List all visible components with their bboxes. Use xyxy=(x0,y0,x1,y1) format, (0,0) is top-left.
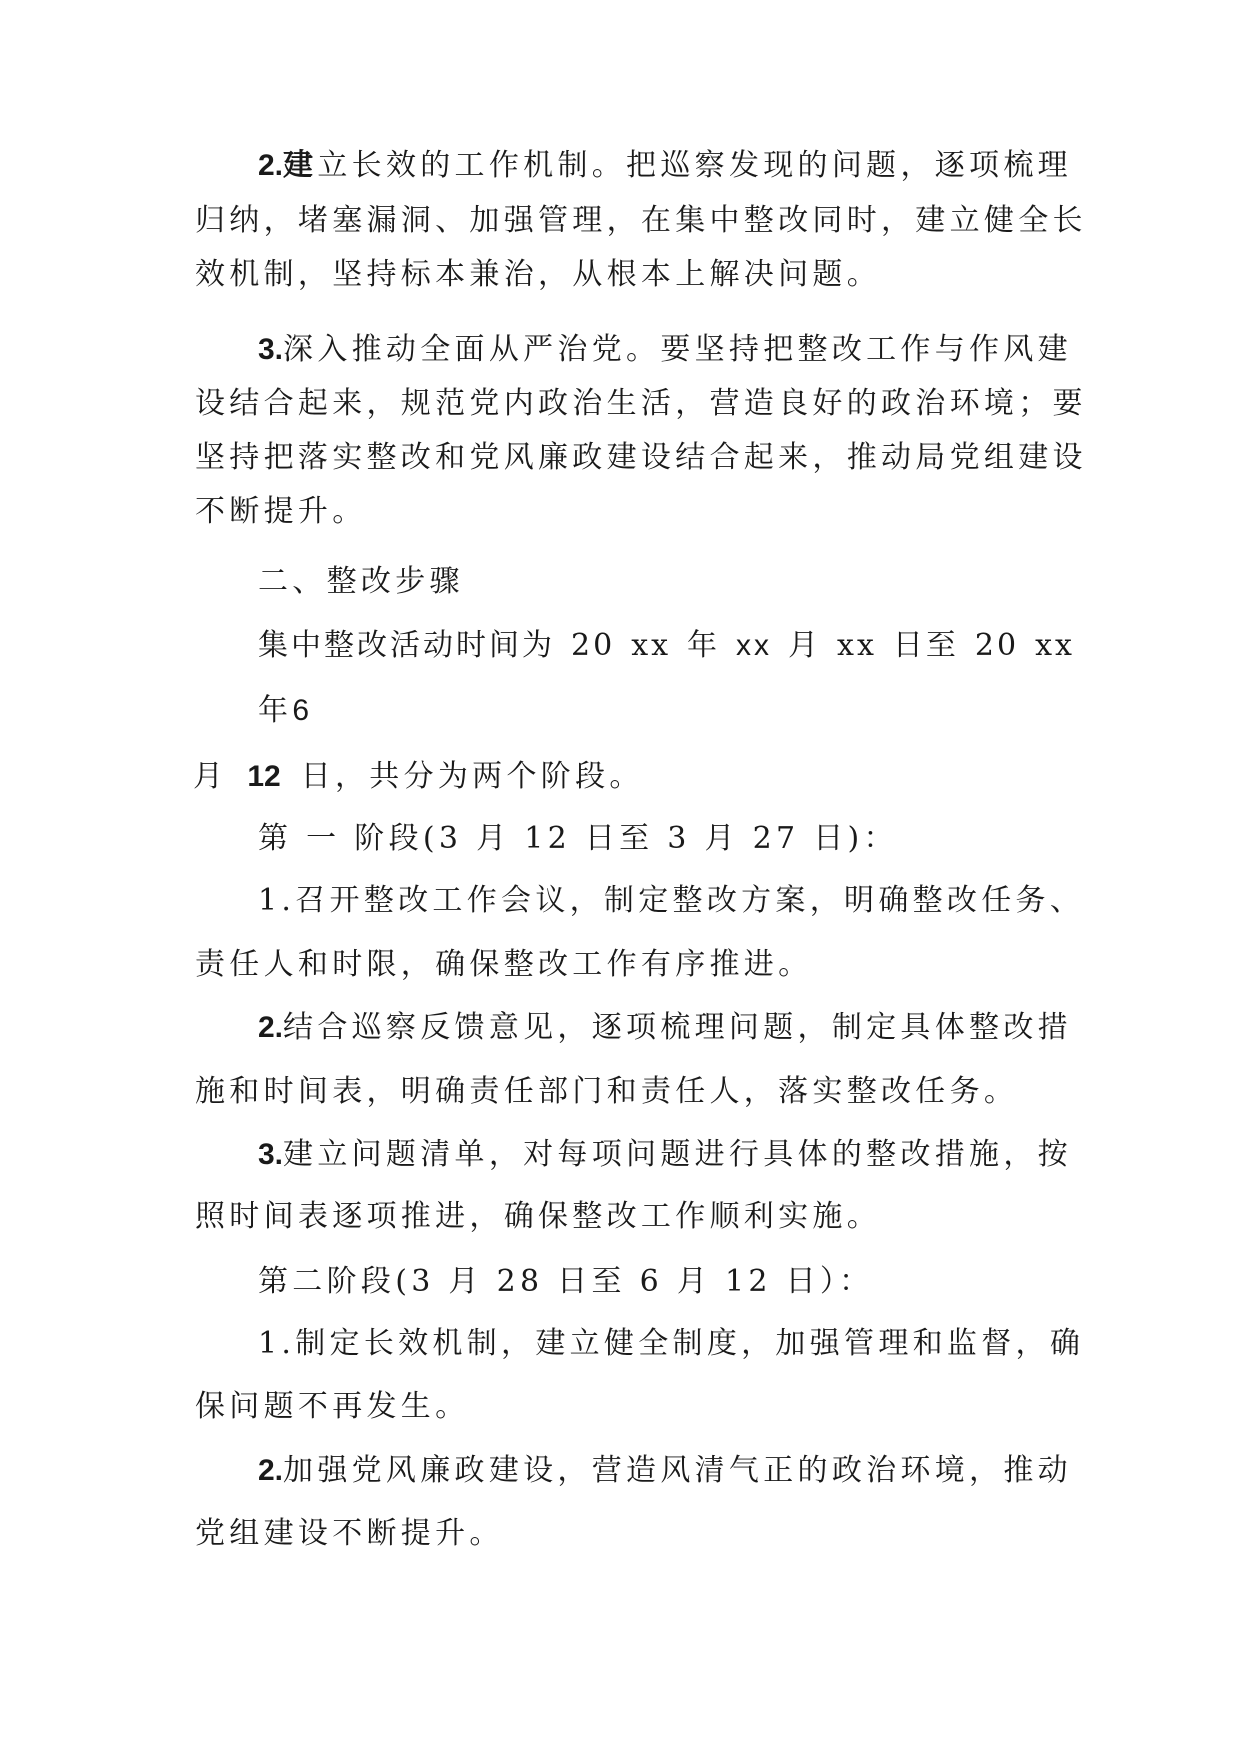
month-text: 日，共分为两个阶段。 xyxy=(300,759,644,794)
item-number: 2. xyxy=(258,1454,284,1487)
paragraph-3-line-4: 不断提升。 xyxy=(195,494,367,529)
date-text: 集中整改活动时间为 xyxy=(258,628,555,663)
date-text: 日至 xyxy=(892,628,959,663)
date-range-line xyxy=(258,626,1075,666)
date-month-placeholder: xx xyxy=(736,629,773,662)
stage-1-item-2-line-1 xyxy=(258,1008,1072,1048)
date-year-prefix: 20 xyxy=(571,628,616,663)
paragraph-text: 建立问题清单，对每项问题进行具体的整改措施，按 xyxy=(283,1137,1072,1172)
stage-1-item-3-line-2: 照时间表逐项推进，确保整改工作顺利实施。 xyxy=(195,1199,881,1234)
date-text: 月 xyxy=(788,628,822,663)
paragraph-text: 加强党风廉政建设，营造风清气正的政治环境，推动 xyxy=(283,1453,1072,1488)
stage-2-item-2-line-2: 党组建设不断提升。 xyxy=(195,1516,504,1551)
paragraph-3-line-2: 设结合起来，规范党内政治生活，营造良好的政治环境；要 xyxy=(195,386,1087,421)
item-number: 3. xyxy=(258,1138,284,1171)
date-year-placeholder: xx xyxy=(631,628,672,663)
paragraph-2-line-3: 效机制，坚持标本兼治，从根本上解决问题。 xyxy=(195,257,881,292)
paragraph-text: 结合巡察反馈意见，逐项梳理问题，制定具体整改措 xyxy=(283,1010,1072,1045)
paragraph-text: 深入推动全面从严治党。要坚持把整改工作与作风建 xyxy=(283,332,1072,367)
stage-1-heading: 第 一 阶段(3 月 12 日至 3 月 27 日)： xyxy=(258,821,898,856)
year-number: 6 xyxy=(292,694,314,727)
stage-2-heading: 第二阶段(3 月 28 日至 6 月 12 日）： xyxy=(258,1264,874,1299)
year-line xyxy=(258,691,313,731)
bold-character: 建 xyxy=(283,148,318,183)
paragraph-2-line-1 xyxy=(258,146,1072,186)
month-text: 月 xyxy=(193,759,228,794)
item-number: 2. xyxy=(258,149,284,182)
stage-2-item-1-line-1: 1.制定长效机制，建立健全制度，加强管理和监督，确 xyxy=(258,1326,1085,1361)
section-heading: 二、整改步骤 xyxy=(258,564,464,599)
date-text: 年 xyxy=(687,628,721,663)
date-year-placeholder: xx xyxy=(1035,628,1075,663)
date-day-placeholder: xx xyxy=(837,628,877,663)
stage-1-item-3-line-1 xyxy=(258,1135,1072,1175)
paragraph-2-line-2: 归纳，堵塞漏洞、加强管理，在集中整改同时，建立健全长 xyxy=(195,203,1087,238)
year-text: 年 xyxy=(258,693,293,728)
item-number: 3. xyxy=(258,333,284,366)
stage-2-item-1-line-2: 保问题不再发生。 xyxy=(195,1389,470,1424)
date-year-prefix: 20 xyxy=(974,628,1020,663)
paragraph-3-line-3: 坚持把落实整改和党风廉政建设结合起来，推动局党组建设 xyxy=(195,440,1087,475)
item-number: 2. xyxy=(258,1011,284,1044)
stage-2-item-2-line-1 xyxy=(258,1451,1072,1491)
month-line xyxy=(193,757,644,797)
paragraph-text: 立长效的工作机制。把巡察发现的问题，逐项梳理 xyxy=(317,148,1072,183)
stage-1-item-2-line-2: 施和时间表，明确责任部门和责任人，落实整改任务。 xyxy=(195,1074,1019,1109)
stage-1-item-1-line-1: 1.召开整改工作会议，制定整改方案，明确整改任务、 xyxy=(258,883,1085,918)
month-number: 12 xyxy=(247,760,281,793)
stage-1-item-1-line-2: 责任人和时限，确保整改工作有序推进。 xyxy=(195,947,813,982)
paragraph-3-line-1 xyxy=(258,330,1072,370)
